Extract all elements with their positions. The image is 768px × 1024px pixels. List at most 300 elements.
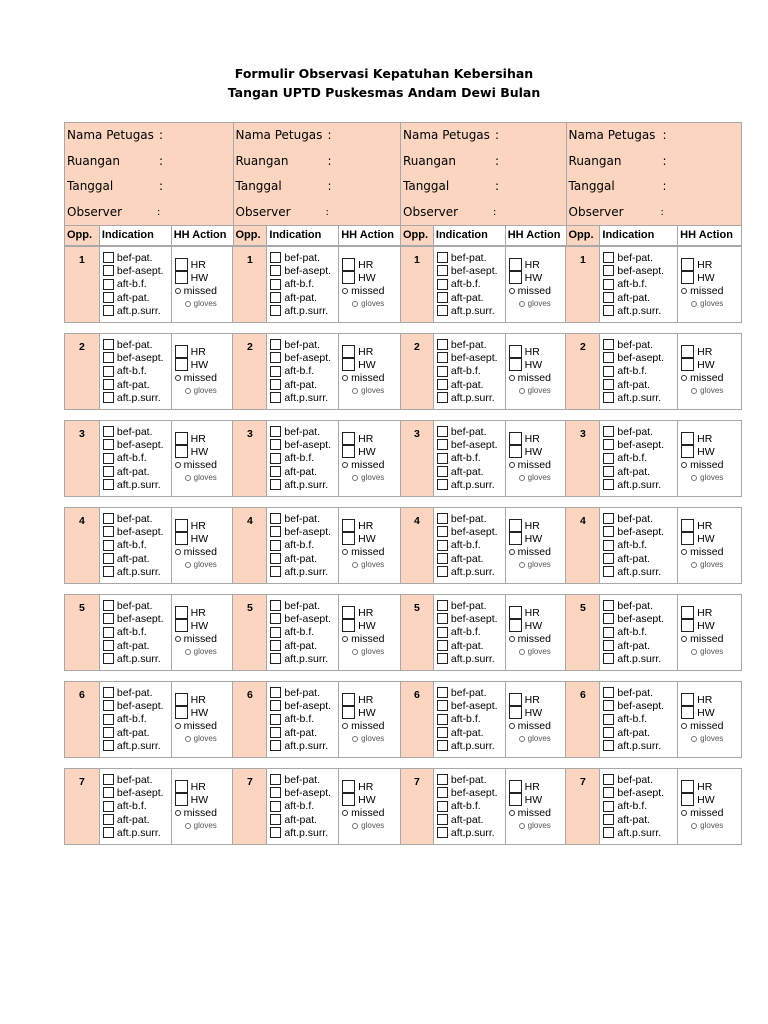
checkbox[interactable]	[175, 706, 188, 719]
checkbox[interactable]	[437, 640, 448, 651]
radio-circle-icon[interactable]	[185, 388, 191, 394]
checkbox[interactable]	[603, 292, 614, 303]
checkbox[interactable]	[270, 700, 281, 711]
checkbox[interactable]	[603, 453, 614, 464]
checkbox[interactable]	[342, 345, 355, 358]
checkbox[interactable]	[342, 445, 355, 458]
checkbox[interactable]	[270, 305, 281, 316]
radio-circle-icon[interactable]	[352, 301, 358, 307]
hh-action-option[interactable]	[509, 706, 551, 719]
missed-option[interactable]	[681, 458, 723, 471]
hh-action-option[interactable]	[681, 358, 723, 371]
indication-option[interactable]	[603, 713, 664, 726]
indication-option[interactable]	[603, 251, 664, 264]
indication-option[interactable]	[103, 539, 164, 552]
checkbox[interactable]	[681, 258, 694, 271]
indication-option[interactable]	[270, 512, 331, 525]
missed-option[interactable]	[681, 545, 723, 558]
hh-action-option[interactable]	[509, 358, 551, 371]
hh-action-option[interactable]	[509, 532, 551, 545]
gloves-option[interactable]	[691, 732, 723, 745]
hh-action-option[interactable]	[175, 358, 217, 371]
indication-option[interactable]	[103, 699, 164, 712]
checkbox[interactable]	[603, 252, 614, 263]
indication-option[interactable]	[603, 639, 664, 652]
indication-option[interactable]	[437, 425, 498, 438]
indication-option[interactable]	[270, 826, 331, 839]
checkbox[interactable]	[603, 714, 614, 725]
checkbox[interactable]	[103, 727, 114, 738]
checkbox[interactable]	[437, 439, 448, 450]
hh-action-option[interactable]	[175, 793, 217, 806]
indication-option[interactable]	[437, 338, 498, 351]
radio-circle-icon[interactable]	[352, 388, 358, 394]
hh-action-option[interactable]	[175, 258, 217, 271]
indication-option[interactable]	[270, 726, 331, 739]
indication-option[interactable]	[603, 351, 664, 364]
checkbox[interactable]	[342, 793, 355, 806]
checkbox[interactable]	[437, 627, 448, 638]
radio-circle-icon[interactable]	[509, 810, 515, 816]
missed-option[interactable]	[342, 371, 384, 384]
checkbox[interactable]	[103, 600, 114, 611]
indication-option[interactable]	[603, 599, 664, 612]
gloves-option[interactable]	[519, 558, 551, 571]
missed-option[interactable]	[175, 806, 217, 819]
indication-option[interactable]	[103, 512, 164, 525]
checkbox[interactable]	[175, 445, 188, 458]
radio-circle-icon[interactable]	[352, 736, 358, 742]
checkbox[interactable]	[437, 526, 448, 537]
indication-option[interactable]	[270, 251, 331, 264]
missed-option[interactable]	[342, 632, 384, 645]
checkbox[interactable]	[437, 265, 448, 276]
indication-option[interactable]	[270, 813, 331, 826]
indication-option[interactable]	[437, 699, 498, 712]
hh-action-option[interactable]	[509, 619, 551, 632]
checkbox[interactable]	[603, 513, 614, 524]
radio-circle-icon[interactable]	[342, 723, 348, 729]
missed-option[interactable]	[175, 284, 217, 297]
checkbox[interactable]	[270, 714, 281, 725]
indication-option[interactable]	[437, 251, 498, 264]
indication-option[interactable]	[270, 264, 331, 277]
checkbox[interactable]	[681, 345, 694, 358]
indication-option[interactable]	[270, 465, 331, 478]
radio-circle-icon[interactable]	[509, 549, 515, 555]
missed-option[interactable]	[342, 719, 384, 732]
checkbox[interactable]	[437, 566, 448, 577]
radio-circle-icon[interactable]	[185, 301, 191, 307]
indication-option[interactable]	[603, 786, 664, 799]
checkbox[interactable]	[103, 292, 114, 303]
indication-option[interactable]	[603, 552, 664, 565]
radio-circle-icon[interactable]	[509, 723, 515, 729]
indication-option[interactable]	[603, 278, 664, 291]
checkbox[interactable]	[270, 627, 281, 638]
indication-option[interactable]	[603, 652, 664, 665]
gloves-option[interactable]	[185, 558, 217, 571]
checkbox[interactable]	[103, 366, 114, 377]
indication-option[interactable]	[270, 552, 331, 565]
radio-circle-icon[interactable]	[519, 562, 525, 568]
indication-option[interactable]	[603, 686, 664, 699]
checkbox[interactable]	[103, 613, 114, 624]
checkbox[interactable]	[603, 265, 614, 276]
indication-option[interactable]	[437, 452, 498, 465]
checkbox[interactable]	[603, 540, 614, 551]
checkbox[interactable]	[437, 727, 448, 738]
checkbox[interactable]	[270, 653, 281, 664]
indication-option[interactable]	[103, 251, 164, 264]
checkbox[interactable]	[342, 606, 355, 619]
checkbox[interactable]	[437, 774, 448, 785]
checkbox[interactable]	[681, 445, 694, 458]
missed-option[interactable]	[681, 284, 723, 297]
indication-option[interactable]	[603, 739, 664, 752]
gloves-option[interactable]	[185, 384, 217, 397]
indication-option[interactable]	[270, 739, 331, 752]
radio-circle-icon[interactable]	[185, 562, 191, 568]
checkbox[interactable]	[270, 801, 281, 812]
indication-option[interactable]	[437, 826, 498, 839]
checkbox[interactable]	[270, 787, 281, 798]
indication-option[interactable]	[437, 739, 498, 752]
checkbox[interactable]	[437, 339, 448, 350]
checkbox[interactable]	[437, 252, 448, 263]
checkbox[interactable]	[103, 526, 114, 537]
checkbox[interactable]	[103, 352, 114, 363]
checkbox[interactable]	[342, 358, 355, 371]
missed-option[interactable]	[175, 458, 217, 471]
checkbox[interactable]	[437, 305, 448, 316]
checkbox[interactable]	[509, 345, 522, 358]
checkbox[interactable]	[342, 780, 355, 793]
indication-option[interactable]	[270, 391, 331, 404]
checkbox[interactable]	[509, 793, 522, 806]
indication-option[interactable]	[603, 478, 664, 491]
checkbox[interactable]	[603, 827, 614, 838]
radio-circle-icon[interactable]	[691, 649, 697, 655]
radio-circle-icon[interactable]	[519, 475, 525, 481]
indication-option[interactable]	[103, 304, 164, 317]
checkbox[interactable]	[681, 432, 694, 445]
checkbox[interactable]	[270, 279, 281, 290]
checkbox[interactable]	[270, 513, 281, 524]
checkbox[interactable]	[437, 700, 448, 711]
checkbox[interactable]	[509, 532, 522, 545]
missed-option[interactable]	[175, 719, 217, 732]
checkbox[interactable]	[103, 700, 114, 711]
indication-option[interactable]	[103, 599, 164, 612]
missed-option[interactable]	[509, 719, 551, 732]
hh-action-option[interactable]	[681, 793, 723, 806]
checkbox[interactable]	[603, 352, 614, 363]
missed-option[interactable]	[342, 458, 384, 471]
indication-option[interactable]	[437, 478, 498, 491]
indication-option[interactable]	[603, 465, 664, 478]
hh-action-option[interactable]	[681, 445, 723, 458]
indication-option[interactable]	[603, 378, 664, 391]
indication-option[interactable]	[270, 304, 331, 317]
checkbox[interactable]	[270, 814, 281, 825]
missed-option[interactable]	[681, 632, 723, 645]
radio-circle-icon[interactable]	[175, 288, 181, 294]
indication-option[interactable]	[437, 365, 498, 378]
indication-option[interactable]	[103, 786, 164, 799]
indication-option[interactable]	[270, 291, 331, 304]
checkbox[interactable]	[103, 801, 114, 812]
checkbox[interactable]	[103, 774, 114, 785]
indication-option[interactable]	[103, 552, 164, 565]
hh-action-option[interactable]	[342, 345, 384, 358]
hh-action-option[interactable]	[681, 519, 723, 532]
indication-option[interactable]	[603, 826, 664, 839]
indication-option[interactable]	[437, 304, 498, 317]
radio-circle-icon[interactable]	[681, 810, 687, 816]
indication-option[interactable]	[270, 652, 331, 665]
hh-action-option[interactable]	[509, 445, 551, 458]
indication-option[interactable]	[437, 291, 498, 304]
indication-option[interactable]	[603, 800, 664, 813]
indication-option[interactable]	[270, 713, 331, 726]
hh-action-option[interactable]	[342, 258, 384, 271]
indication-option[interactable]	[603, 291, 664, 304]
indication-option[interactable]	[437, 813, 498, 826]
indication-option[interactable]	[437, 264, 498, 277]
checkbox[interactable]	[175, 432, 188, 445]
checkbox[interactable]	[681, 793, 694, 806]
radio-circle-icon[interactable]	[691, 823, 697, 829]
checkbox[interactable]	[270, 479, 281, 490]
checkbox[interactable]	[603, 466, 614, 477]
radio-circle-icon[interactable]	[681, 549, 687, 555]
indication-option[interactable]	[103, 813, 164, 826]
checkbox[interactable]	[175, 780, 188, 793]
indication-option[interactable]	[103, 826, 164, 839]
radio-circle-icon[interactable]	[175, 636, 181, 642]
checkbox[interactable]	[603, 700, 614, 711]
checkbox[interactable]	[603, 814, 614, 825]
checkbox[interactable]	[437, 740, 448, 751]
gloves-option[interactable]	[185, 645, 217, 658]
hh-action-option[interactable]	[681, 345, 723, 358]
checkbox[interactable]	[603, 566, 614, 577]
hh-action-option[interactable]	[342, 271, 384, 284]
missed-option[interactable]	[342, 806, 384, 819]
indication-option[interactable]	[270, 438, 331, 451]
checkbox[interactable]	[509, 606, 522, 619]
indication-option[interactable]	[270, 699, 331, 712]
checkbox[interactable]	[342, 519, 355, 532]
indication-option[interactable]	[603, 612, 664, 625]
indication-option[interactable]	[270, 425, 331, 438]
checkbox[interactable]	[103, 392, 114, 403]
hh-action-option[interactable]	[509, 258, 551, 271]
indication-option[interactable]	[103, 800, 164, 813]
indication-option[interactable]	[103, 452, 164, 465]
gloves-option[interactable]	[352, 558, 384, 571]
indication-option[interactable]	[437, 512, 498, 525]
indication-option[interactable]	[437, 652, 498, 665]
indication-option[interactable]	[437, 351, 498, 364]
checkbox[interactable]	[270, 426, 281, 437]
indication-option[interactable]	[270, 378, 331, 391]
checkbox[interactable]	[175, 271, 188, 284]
radio-circle-icon[interactable]	[509, 375, 515, 381]
checkbox[interactable]	[103, 653, 114, 664]
indication-option[interactable]	[270, 539, 331, 552]
checkbox[interactable]	[681, 271, 694, 284]
hh-action-option[interactable]	[681, 706, 723, 719]
checkbox[interactable]	[175, 619, 188, 632]
hh-action-option[interactable]	[509, 519, 551, 532]
checkbox[interactable]	[270, 774, 281, 785]
radio-circle-icon[interactable]	[342, 810, 348, 816]
checkbox[interactable]	[437, 653, 448, 664]
gloves-option[interactable]	[519, 471, 551, 484]
checkbox[interactable]	[103, 453, 114, 464]
indication-option[interactable]	[603, 391, 664, 404]
hh-action-option[interactable]	[681, 780, 723, 793]
indication-option[interactable]	[603, 813, 664, 826]
checkbox[interactable]	[103, 426, 114, 437]
indication-option[interactable]	[603, 512, 664, 525]
radio-circle-icon[interactable]	[519, 736, 525, 742]
radio-circle-icon[interactable]	[519, 388, 525, 394]
checkbox[interactable]	[270, 366, 281, 377]
indication-option[interactable]	[603, 539, 664, 552]
hh-action-option[interactable]	[342, 445, 384, 458]
checkbox[interactable]	[342, 258, 355, 271]
checkbox[interactable]	[681, 693, 694, 706]
indication-option[interactable]	[103, 565, 164, 578]
checkbox[interactable]	[509, 445, 522, 458]
gloves-option[interactable]	[691, 558, 723, 571]
checkbox[interactable]	[270, 640, 281, 651]
indication-option[interactable]	[270, 612, 331, 625]
missed-option[interactable]	[342, 284, 384, 297]
indication-option[interactable]	[437, 539, 498, 552]
missed-option[interactable]	[681, 371, 723, 384]
checkbox[interactable]	[270, 352, 281, 363]
hh-action-option[interactable]	[681, 619, 723, 632]
indication-option[interactable]	[103, 478, 164, 491]
checkbox[interactable]	[437, 453, 448, 464]
indication-option[interactable]	[603, 425, 664, 438]
checkbox[interactable]	[175, 358, 188, 371]
indication-option[interactable]	[103, 351, 164, 364]
checkbox[interactable]	[437, 600, 448, 611]
indication-option[interactable]	[270, 599, 331, 612]
checkbox[interactable]	[437, 279, 448, 290]
radio-circle-icon[interactable]	[681, 375, 687, 381]
indication-option[interactable]	[437, 686, 498, 699]
radio-circle-icon[interactable]	[342, 288, 348, 294]
checkbox[interactable]	[681, 519, 694, 532]
checkbox[interactable]	[103, 466, 114, 477]
checkbox[interactable]	[509, 619, 522, 632]
indication-option[interactable]	[103, 726, 164, 739]
radio-circle-icon[interactable]	[509, 462, 515, 468]
checkbox[interactable]	[437, 787, 448, 798]
hh-action-option[interactable]	[175, 706, 217, 719]
checkbox[interactable]	[103, 827, 114, 838]
radio-circle-icon[interactable]	[342, 462, 348, 468]
checkbox[interactable]	[509, 519, 522, 532]
checkbox[interactable]	[175, 693, 188, 706]
checkbox[interactable]	[603, 613, 614, 624]
indication-option[interactable]	[437, 391, 498, 404]
gloves-option[interactable]	[352, 819, 384, 832]
indication-option[interactable]	[437, 726, 498, 739]
radio-circle-icon[interactable]	[185, 475, 191, 481]
gloves-option[interactable]	[519, 297, 551, 310]
indication-option[interactable]	[103, 391, 164, 404]
indication-option[interactable]	[437, 786, 498, 799]
checkbox[interactable]	[437, 827, 448, 838]
hh-action-option[interactable]	[175, 445, 217, 458]
indication-option[interactable]	[603, 438, 664, 451]
radio-circle-icon[interactable]	[342, 549, 348, 555]
checkbox[interactable]	[603, 774, 614, 785]
radio-circle-icon[interactable]	[175, 549, 181, 555]
checkbox[interactable]	[270, 392, 281, 403]
radio-circle-icon[interactable]	[509, 288, 515, 294]
checkbox[interactable]	[342, 432, 355, 445]
indication-option[interactable]	[103, 438, 164, 451]
checkbox[interactable]	[681, 706, 694, 719]
radio-circle-icon[interactable]	[691, 475, 697, 481]
radio-circle-icon[interactable]	[691, 301, 697, 307]
hh-action-option[interactable]	[175, 271, 217, 284]
gloves-option[interactable]	[352, 384, 384, 397]
checkbox[interactable]	[603, 439, 614, 450]
hh-action-option[interactable]	[342, 606, 384, 619]
checkbox[interactable]	[103, 553, 114, 564]
radio-circle-icon[interactable]	[185, 649, 191, 655]
checkbox[interactable]	[681, 606, 694, 619]
checkbox[interactable]	[103, 265, 114, 276]
indication-option[interactable]	[437, 378, 498, 391]
checkbox[interactable]	[603, 727, 614, 738]
hh-action-option[interactable]	[509, 693, 551, 706]
checkbox[interactable]	[103, 640, 114, 651]
checkbox[interactable]	[603, 787, 614, 798]
radio-circle-icon[interactable]	[342, 375, 348, 381]
indication-option[interactable]	[103, 612, 164, 625]
indication-option[interactable]	[270, 278, 331, 291]
checkbox[interactable]	[342, 532, 355, 545]
radio-circle-icon[interactable]	[691, 388, 697, 394]
checkbox[interactable]	[270, 453, 281, 464]
indication-option[interactable]	[270, 626, 331, 639]
indication-option[interactable]	[437, 773, 498, 786]
radio-circle-icon[interactable]	[352, 649, 358, 655]
checkbox[interactable]	[509, 693, 522, 706]
indication-option[interactable]	[270, 525, 331, 538]
radio-circle-icon[interactable]	[681, 462, 687, 468]
checkbox[interactable]	[603, 600, 614, 611]
hh-action-option[interactable]	[342, 619, 384, 632]
gloves-option[interactable]	[691, 645, 723, 658]
gloves-option[interactable]	[352, 471, 384, 484]
checkbox[interactable]	[437, 292, 448, 303]
checkbox[interactable]	[103, 513, 114, 524]
checkbox[interactable]	[603, 653, 614, 664]
checkbox[interactable]	[270, 566, 281, 577]
indication-option[interactable]	[103, 425, 164, 438]
